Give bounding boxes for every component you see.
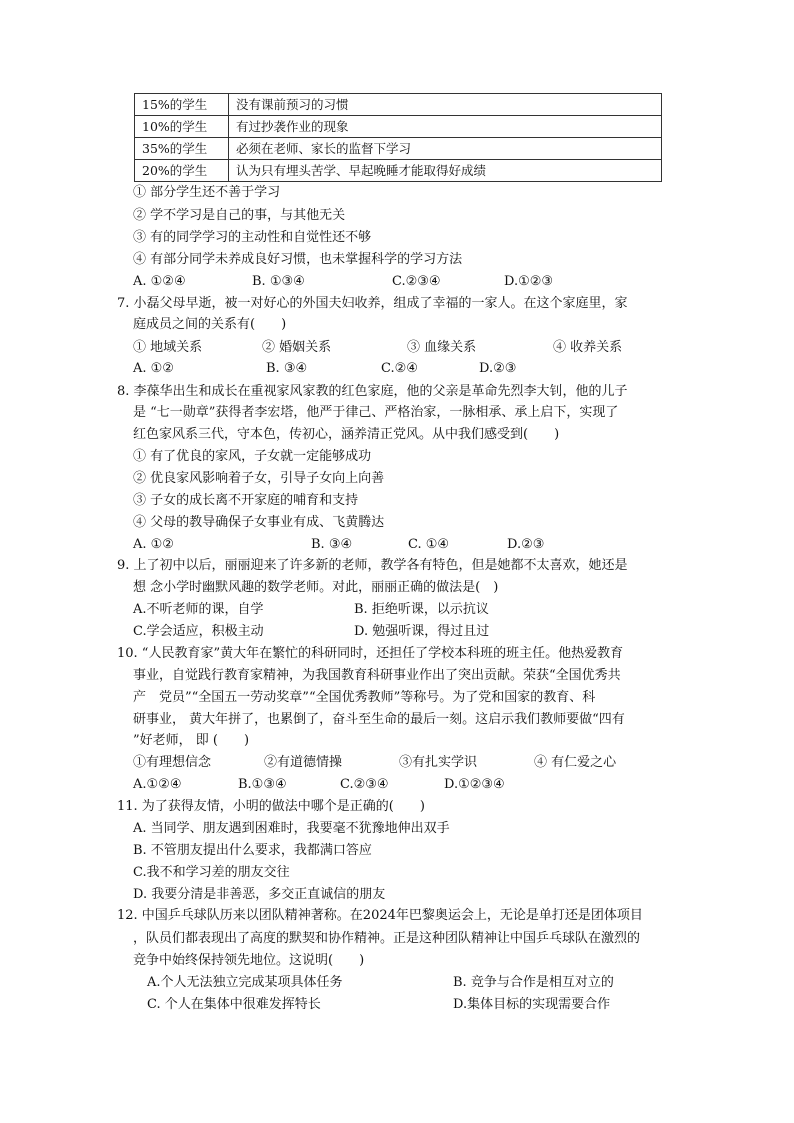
q10-stem: 10. “人民教育家”黄大年在繁忙的科研同时，还担任了学校本科班的班主任。他热爱教育 <box>117 646 624 661</box>
q9-stem: 想 念小学时幽默风趣的数学老师。对此，丽丽正确的做法是( ) <box>133 580 499 595</box>
q10-option-c[interactable]: C.②③④ <box>340 777 389 792</box>
q10-option-b[interactable]: B.①③④ <box>238 777 287 792</box>
q9-option-a[interactable]: A.不听老师的课，自学 <box>133 602 264 617</box>
q8-stem: 8. 李葆华出生和成长在重视家风家教的红色家庭，他的父亲是革命先烈李大钊，他的儿子 <box>117 384 628 399</box>
q8-option-a[interactable]: A. ①② <box>133 537 174 552</box>
table-cell-description: 有过抄袭作业的现象 <box>229 116 662 138</box>
q8-item: ④ 父母的教导确保子女事业有成、飞黄腾达 <box>133 515 385 530</box>
q10-item: ③有扎实学识 <box>399 755 478 770</box>
q8-option-b[interactable]: B. ③④ <box>311 537 353 552</box>
q12-stem: 12. 中国乒乓球队历来以团队精神著称。在2024年巴黎奥运会上，无论是单打还是团体项目 <box>117 908 643 923</box>
q10-item: ①有理想信念 <box>133 755 212 770</box>
q6-item: ② 学不学习是自己的事，与其他无关 <box>133 208 346 223</box>
q9-option-c[interactable]: C.学会适应，积极主动 <box>133 624 264 639</box>
table-row <box>135 94 662 116</box>
survey-table <box>134 93 662 182</box>
q8-stem: 红色家风系三代，守本色，传初心，涵养清正党风。从中我们感受到( ) <box>133 427 560 442</box>
q11-option-b[interactable]: B. 不管朋友提出什么要求，我都满口答应 <box>133 843 372 858</box>
table-cell-description: 认为只有埋头苦学、早起晚睡才能取得好成绩 <box>229 160 662 182</box>
q6-item: ① 部分学生还不善于学习 <box>133 185 281 200</box>
table-cell-percent: 10%的学生 <box>135 116 229 138</box>
q10-stem: ”好老师， 即 ( ) <box>133 733 250 748</box>
table-row <box>135 138 662 160</box>
q7-option-b[interactable]: B. ③④ <box>266 361 308 376</box>
q10-stem: 事业，自觉践行教育家精神，为我国教育科研事业作出了突出贡献。荣获“全国优秀共 <box>133 668 621 683</box>
table-cell-description: 必须在老师、家长的监督下学习 <box>229 138 662 160</box>
q6-item: ③ 有的同学学习的主动性和自觉性还不够 <box>133 230 372 245</box>
q7-option-a[interactable]: A. ①② <box>133 361 174 376</box>
q10-option-a[interactable]: A.①②④ <box>133 777 182 792</box>
q6-option-c[interactable]: C.②③④ <box>392 274 441 289</box>
q7-stem: 7. 小磊父母早逝，被一对好心的外国夫妇收养，组成了幸福的一家人。在这个家庭里，家 <box>117 296 628 311</box>
q7-item: ② 婚姻关系 <box>262 340 332 355</box>
table-row <box>135 160 662 182</box>
q9-option-d[interactable]: D. 勉强听课，得过且过 <box>354 624 490 639</box>
table-cell-description: 没有课前预习的习惯 <box>229 94 662 116</box>
q12-stem: ，队员们都表现出了高度的默契和协作精神。正是这种团队精神让中国乒乓球队在激烈的 <box>133 931 641 946</box>
q8-item: ② 优良家风影响着子女，引导子女向上向善 <box>133 471 385 486</box>
table-row <box>135 116 662 138</box>
q8-stem: 是 “七一勋章”获得者李宏塔，他严于律己、严格治家，一脉相承、承上启下，实现了 <box>133 405 619 420</box>
q12-option-d[interactable]: D.集体目标的实现需要合作 <box>453 997 611 1012</box>
table-cell-percent: 15%的学生 <box>135 94 229 116</box>
q10-stem: 产 党员”“全国五一劳动奖章”“全国优秀教师”等称号。为了党和国家的教育、科 <box>133 690 596 705</box>
q10-item: ④ 有仁爱之心 <box>534 755 617 770</box>
q9-stem: 9. 上了初中以后，丽丽迎来了许多新的老师，教学各有特色，但是她都不太喜欢，她还是 <box>117 558 628 573</box>
q7-option-d[interactable]: D.②③ <box>479 361 517 376</box>
q6-item: ④ 有部分同学未养成良好习惯，也未掌握科学的学习方法 <box>133 252 463 267</box>
q11-option-a[interactable]: A. 当同学、朋友遇到困难时，我要毫不犹豫地伸出双手 <box>133 821 450 836</box>
q8-item: ③ 子女的成长离不开家庭的哺育和支持 <box>133 493 359 508</box>
q6-option-a[interactable]: A. ①②④ <box>133 274 186 289</box>
q8-item: ① 有了优良的家风，子女就一定能够成功 <box>133 449 372 464</box>
q7-option-c[interactable]: C.②④ <box>381 361 418 376</box>
q11-option-d[interactable]: D. 我要分清是非善恶，多交正直诚信的朋友 <box>133 887 386 902</box>
q7-item: ① 地域关系 <box>133 340 203 355</box>
table-cell-percent: 35%的学生 <box>135 138 229 160</box>
q10-stem: 研事业， 黄大年拼了，也累倒了，奋斗至生命的最后一刻。这启示我们教师要做“四有 <box>133 712 625 727</box>
q11-stem: 11. 为了获得友情，小明的做法中哪个是正确的( ) <box>117 799 425 814</box>
q12-stem: 竞争中始终保持领先地位。这说明( ) <box>133 953 365 968</box>
q12-option-b[interactable]: B. 竞争与合作是相互对立的 <box>453 975 614 990</box>
q6-option-b[interactable]: B. ①③④ <box>252 274 305 289</box>
q9-option-b[interactable]: B. 拒绝听课，以示抗议 <box>354 602 489 617</box>
q10-item: ②有道德情操 <box>264 755 343 770</box>
q6-option-d[interactable]: D.①②③ <box>504 274 554 289</box>
q7-item: ④ 收养关系 <box>553 340 623 355</box>
table-cell-percent: 20%的学生 <box>135 160 229 182</box>
q12-option-c[interactable]: C. 个人在集体中很难发挥特长 <box>147 997 321 1012</box>
q8-option-c[interactable]: C. ①④ <box>408 537 450 552</box>
q8-option-d[interactable]: D.②③ <box>507 537 545 552</box>
q11-option-c[interactable]: C.我不和学习差的朋友交往 <box>133 865 290 880</box>
q7-item: ③ 血缘关系 <box>407 340 477 355</box>
q10-option-d[interactable]: D.①②③④ <box>444 777 505 792</box>
q12-option-a[interactable]: A.个人无法独立完成某项具体任务 <box>147 975 343 990</box>
q7-stem: 庭成员之间的关系有( ) <box>133 317 287 332</box>
